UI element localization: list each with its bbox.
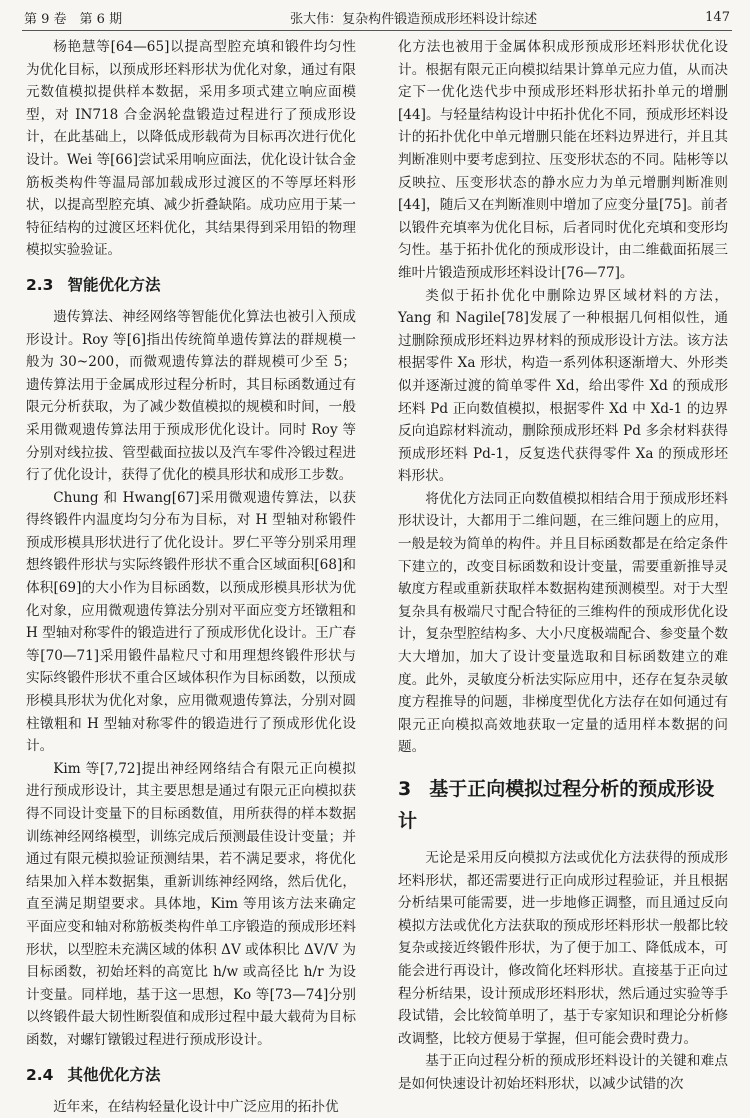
paragraph: 近年来，在结构轻量化设计中广泛应用的拓扑优 [53, 1098, 339, 1115]
paragraph: 将优化方法同正向数值模拟相结合用于预成形坯料形状设计，大都用于二维问题，在三维问题上的应用，一般是较为简单的构件。并且目标函数都是在给定条件下建立的，改变目标函数和设计变量，需要重新推导灵敏度方程或重新获取样本数据构建预测模型。对于大型复杂具有极端尺寸配合特征的三维构件的预成形优化设计，复杂型腔结构多、大小尺度极端配合、参变量个数大大增加，加大了设计变量选取和目标函数建立的难度。此外，灵敏度分析法实际应用中，还存在复杂灵敏度方程推导的问题，非梯度型优化方法存在如何通过有限元正向模拟高效地获取一定量的适用样本数据的问题。 [398, 490, 728, 756]
heading-number: 2.4 [26, 1065, 54, 1084]
paragraph: Chung 和 Hwang[67]采用微观遗传算法，以获得终锻件内温度均匀分布为目标，对 H 型轴对称锻件预成形模具形状进行了优化设计。罗仁平等分别采用理想终锻件形状与实际终锻件形状不重合区域面积[68]和体积[69]的大小作为目标函数，以预成形模具形状为优化对象，应用微观遗传算法分别对平面应变方坯镦粗和 H 型轴对称零件的锻造进行了预成形优化设计。王广春等[70—71]采用锻件晶粒尺寸和用理想终锻件形状与实际终锻件形状不重合区域体积作为目标函数，以预成形模具形状为优化对象，应用微观遗传算法，分别对圆柱镦粗和 H 型轴对称零件的锻造进行了预成形优化设计。 [26, 489, 356, 755]
paragraph: Kim 等[7,72]提出神经网络结合有限元正向模拟进行预成形设计，其主要思想是通过有限元正向模拟获得不同设计变量下的目标函数值，用所获得的样本数据训练神经网络模型，训练完成后预测最佳设计变量；并通过有限元模拟验证预测结果，若不满足要求，将优化结果加入样本数据集，重新训练神经网络，然后优化，直至满足期望要求。具体地，Kim 等用该方法来确定平面应变和轴对称筋板类构件单工序锻造的预成形坯料形状，以型腔未充满区域的体积 ΔV 或体积比 ΔV/V 为目标函数，初始坯料的高宽比 h/w 或高径比 h/r 为设计变量。同样地，基于这一思想，Ko 等[73—74]分别以终锻件最大韧性断裂值和成形过程中最大载荷为目标函数，对螺钉镦锻过程进行预成形设计。 [26, 760, 356, 1048]
paragraph: 杨艳慧等[64—65]以提高型腔充填和锻件均匀性为优化目标，以预成形坯料形状为优化对象，通过有限元数值模拟提供样本数据，采用多项式建立响应面模型，对 IN718 合金涡轮盘锻造过程进行了预成形设计，在此基础上，以降低成形载荷为目标再次进行优化设计。Wei 等[66]尝试采用响应面法，优化设计钛合金筋板类构件等温局部加载成形过渡区的不等厚坯料形状，以提高型腔充填、减少折叠缺陷。成功应用于某一特征结构的过渡区坯料优化，其结果得到采用铅的物理模拟实验验证。 [26, 39, 356, 259]
volume-issue: 第 9 卷 第 6 期 [24, 11, 123, 27]
paragraph: 遗传算法、神经网络等智能优化算法也被引入预成形设计。Roy 等[6]指出传统简单遗传算法的群规模一般为 30~200，而微观遗传算法的群规模可少至 5；遗传算法用于金属成形过程分析时，其目标函数通过有限元分析获取，为了减少数值模拟的规模和时间，一般采用微观遗传算法用于预成形优化设计。同时 Roy 等分别对线拉拔、管型截面拉拔以及汽车零件冷锻过程进行了优化设计，获得了优化的模具形状和成形工步数。 [26, 308, 356, 484]
heading-title: 基于正向模拟过程分析的预成形设计 [398, 778, 715, 832]
section-heading [398, 773, 728, 837]
paragraph: 化方法也被用于金属体积成形预成形坯料形状优化设计。根据有限元正向模拟结果计算单元应力值，从而决定下一优化迭代步中预成形坯料形状拓扑单元的增删[44]。与轻量结构设计中拓扑优化不同，预成形坯料设计的拓扑优化中单元增删只能在坯料边界进行，并且其判断准则中要考虑到拉、压变形状态的不同。陆彬等以反映拉、压变形状态的静水应力为单元增删判断准则[44]，随后又在判断准则中增加了应变分量[75]。前者以锻件充填率为优化目标，后者同时优化充填和变形均匀性。基于拓扑优化的预成形设计，由二维截面拓展三维叶片锻造预成形坯料设计[76—77]。 [398, 39, 728, 281]
heading-number: 3 [398, 778, 412, 800]
header-rule [22, 30, 732, 31]
running-head [24, 6, 730, 28]
paragraph: 无论是采用反向模拟方法或优化方法获得的预成形坯料形状，都还需要进行正向成形过程验证，并且根据分析结果可能需要，进一步地修正调整，而且通过反向模拟方法或优化方法获取的预成形坯料形状一般都比较复杂或接近终锻件形状，为了便于加工、降低成本，可能会进行再设计，修改简化坯料形状。直接基于正向过程分析结果，设计预成形坯料形状，然后通过实验等手段试错，会比较简单明了，基于专家知识和理论分析修改调整，比较方便易于掌握，但可能会费时费力。 [398, 850, 728, 1047]
right-column [398, 36, 728, 1096]
subsection-heading [26, 274, 356, 296]
heading-title: 其他优化方法 [67, 1065, 161, 1084]
paragraph: 类似于拓扑优化中删除边界区域材料的方法，Yang 和 Nagile[78]发展了一种根据几何相似性，通过删除预成形坯料边界材料的预成形设计方法。该方法根据零件 Xa 形状，构造一系列体积逐渐增大、外形类似并逐渐过渡的简单零件 Xd，给出零件 Xd 的预成形坯料 Pd 正向数值模拟，根据零件 Xd 中 Xd-1 的边界反向追踪材料流动，删除预成形坯料 Pd 多余材料获得预成形坯料 Pd-1，反复迭代获得零件 Xa 的预成形坯料形状。 [398, 287, 728, 485]
running-title: 张大伟：复杂构件锻造预成形坯料设计综述 [290, 11, 538, 27]
heading-title: 智能优化方法 [67, 275, 161, 294]
left-column [26, 36, 356, 1118]
paragraph: 基于正向过程分析的预成形坯料设计的关键和难点是如何快速设计初始坯料形状，以减少试错的次 [398, 1053, 728, 1092]
heading-number: 2.3 [26, 275, 54, 294]
page-number: 147 [705, 9, 730, 25]
subsection-heading [26, 1064, 356, 1086]
